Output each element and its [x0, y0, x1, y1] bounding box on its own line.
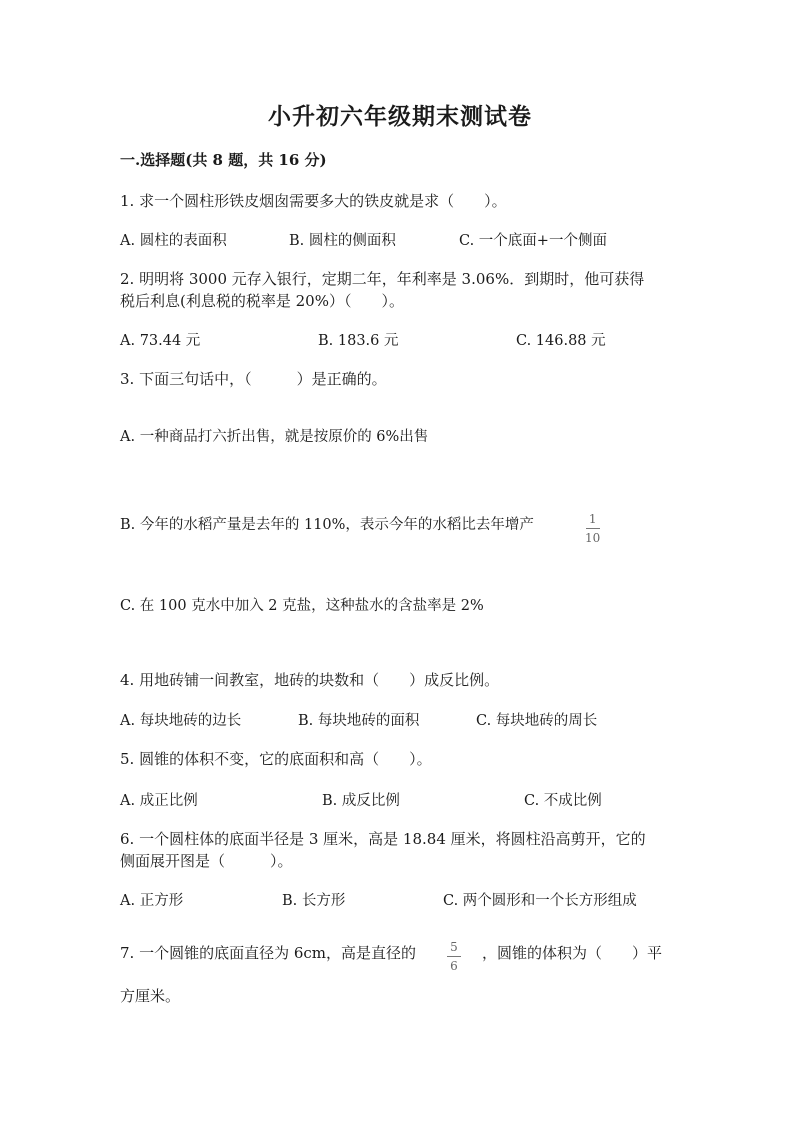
q1-option-b: B. 圆柱的侧面积 [289, 233, 396, 249]
q5-option-b: B. 成反比例 [322, 793, 400, 809]
question-7-part-1: 7. 一个圆锥的底面直径为 6cm，高是直径的 [120, 944, 417, 962]
question-3: 3. 下面三句话中，（ ）是正确的。 [120, 370, 387, 388]
q6-option-b: B. 长方形 [282, 893, 346, 909]
question-2-line-2: 税后利息(利息税的税率是 20%）（ ）。 [120, 292, 404, 310]
q2-option-a: A. 73.44 元 [120, 333, 201, 349]
q3-fraction [585, 508, 600, 544]
q3-option-b: B. 今年的水稻产量是去年的 110%，表示今年的水稻比去年增产 [120, 517, 534, 533]
question-7-line-2: 方厘米。 [120, 987, 181, 1005]
section-heading: 一.选择题(共 8 题，共 16 分) [120, 151, 327, 169]
q4-option-c: C. 每块地砖的周长 [476, 713, 598, 729]
page-title: 小升初六年级期末测试卷 [268, 103, 532, 130]
q3-option-c: C. 在 100 克水中加入 2 克盐，这种盐水的含盐率是 2% [120, 598, 484, 614]
q2-option-c: C. 146.88 元 [516, 333, 606, 349]
q2-option-b: B. 183.6 元 [318, 333, 399, 349]
question-1: 1. 求一个圆柱形铁皮烟囱需要多大的铁皮就是求（ ）。 [120, 192, 507, 210]
q3-option-a: A. 一种商品打六折出售，就是按原价的 6%出售 [120, 429, 429, 445]
q7-fraction-denominator: 6 [450, 959, 458, 973]
question-4: 4. 用地砖铺一间教室，地砖的块数和（ ）成反比例。 [120, 671, 500, 689]
q6-option-c: C. 两个圆形和一个长方形组成 [443, 893, 637, 909]
q3-fraction-denominator: 10 [585, 531, 601, 545]
q4-option-b: B. 每块地砖的面积 [298, 713, 420, 729]
q5-option-a: A. 成正比例 [120, 793, 198, 809]
q1-option-c: C. 一个底面+一个侧面 [459, 233, 607, 249]
question-5: 5. 圆锥的体积不变，它的底面积和高（ ）。 [120, 750, 432, 768]
q7-fraction [447, 936, 461, 972]
question-6-line-1: 6. 一个圆柱体的底面半径是 3 厘米，高是 18.84 厘米，将圆柱沿高剪开，它的 [120, 830, 646, 848]
fraction-bar [447, 956, 461, 957]
question-7-part-2: ，圆锥的体积为（ ）平 [482, 944, 663, 962]
q1-option-a: A. 圆柱的表面积 [120, 233, 227, 249]
q7-fraction-numerator: 5 [450, 940, 458, 954]
q5-option-c: C. 不成比例 [524, 793, 602, 809]
fraction-bar [586, 528, 600, 529]
q6-option-a: A. 正方形 [120, 893, 184, 909]
q4-option-a: A. 每块地砖的边长 [120, 713, 242, 729]
q3-fraction-numerator: 1 [588, 512, 597, 526]
question-6-line-2: 侧面展开图是（ ）。 [120, 852, 293, 870]
question-2-line-1: 2. 明明将 3000 元存入银行，定期二年，年利率是 3.06%．到期时，他可获得 [120, 270, 645, 288]
